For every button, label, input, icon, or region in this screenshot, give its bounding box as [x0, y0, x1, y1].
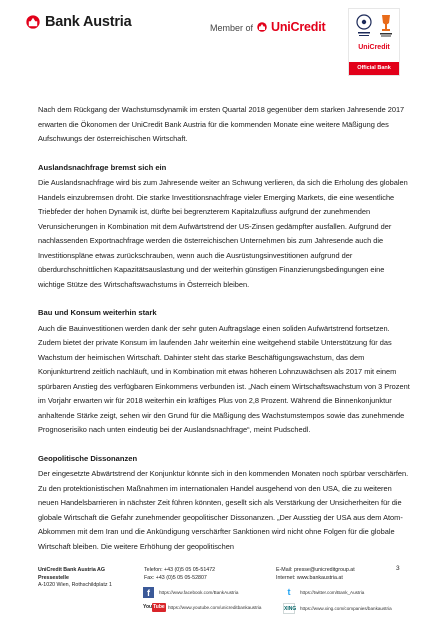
section-paragraph: Auch die Bauinvestitionen werden dank der sehr guten Auftragslage einen soliden Aufwärtstrend fortsetzen. Zudem bietet der private Konsum im laufenden Jahr weiterhin eine weitgehend stabile Unterstützung für das Wachstum der heimischen Wirtschaft. Dahinter steht das starke Beschäftigungswachstum, das dem Konjunkturtrend zeitlich nachläuft, und in Kombination mit etwas höheren Lohnzuwächsen als 2017 mit einem spürbaren Anstieg des verfügbaren Einkommens verbunden ist. „Nach einem Wirtschaftswachstum von 3 Prozent im Vorjahr erwarten wir für 2018 weiterhin ein kräftiges Plus von 2,8 Prozent. Während die Binnenkonjunktur anhaltende Stärke zeigt, sehen wir den Grund für die Mäßigung des Wachstumstempos sowie das zunehmende Prognoserisiko nach unten eindeutig bei der Auslandsnachfrage“, meint Pudschedl.	[38, 323, 410, 434]
champions-league-logo-icon	[355, 13, 373, 37]
youtube-icon	[143, 603, 163, 612]
badge-official-bank-label: Official Bank	[349, 62, 399, 75]
section-heading: Geopolitische Dissonanzen	[38, 453, 138, 463]
footer-address-block	[38, 567, 112, 590]
footer-phone-block	[144, 567, 215, 582]
unicredit-logo-icon	[26, 15, 40, 29]
facebook-icon: f	[143, 587, 154, 598]
footer-phone: Telefon: +43 (0)5 05 05-51472	[144, 567, 216, 573]
social-links	[143, 587, 403, 621]
youtube-icon-you: You	[143, 604, 153, 610]
facebook-link[interactable]	[143, 587, 238, 598]
footer-department: Pressestelle	[38, 574, 69, 581]
member-of-unicredit	[210, 20, 325, 34]
footer-email[interactable]: E-Mail: presse@unicreditgroup.at	[276, 567, 355, 573]
intro-paragraph: Nach dem Rückgang der Wachstumsdynamik im ersten Quartal 2018 gegenüber dem starken Jahresende 2017 erwarten die Ökonomen der UniCredit Bank Austria für die kommenden Monate eine weitere Mäßigung des Aufschwungs der österreichischen Wirtschaft.	[38, 105, 405, 143]
europa-league-logo-icon	[377, 13, 395, 37]
badge-unicredit: UniCredit	[358, 44, 390, 51]
footer-fax: Fax: +43 (0)5 05 05-52807	[144, 574, 207, 581]
page-header	[0, 0, 441, 80]
page-number: 3	[396, 565, 400, 572]
section-heading: Bau und Konsum weiterhin stark	[38, 308, 157, 317]
section-heading: Auslandsnachfrage bremst sich ein	[38, 162, 167, 172]
press-release-body	[38, 103, 410, 568]
twitter-link[interactable]	[283, 587, 364, 598]
twitter-icon: t	[283, 587, 295, 598]
bank-name: Bank Austria	[45, 14, 132, 30]
xing-url[interactable]: https://www.xing.com/companies/bankaustria	[300, 606, 392, 611]
member-of-label: Member of	[210, 23, 254, 33]
xing-icon: XING	[283, 603, 295, 614]
section-paragraph: Die Auslandsnachfrage wird bis zum Jahresende weiter an Schwung verlieren, da sich die Erholung des globalen Handels einzubremsen droht. Die starke Investitionsnachfrage vieler Emerging Markets, die eine wesentliche Triebfeder der hohen Dynamik ist, dürfte bei begrenzterem Kapitalzufluss aufgrund der zunehmenden Verunsicherungen in Kombination mit dem Aufwärtstrend der US-Zinsen gedämpfter ausfallen. Aufgrund der nachlassenden Exportnachfrage werden die österreichischen Unternehmen bis zum Jahresende auch die Investitionspläne etwas zurückschrauben, wenn auch die Ausrüstungsinvestitionen aufgrund der überdurchschnittlichen Kapazitätsauslastung und der weiterhin günstigen Finanzierungsbedingungen eine wichtige Stütze des Wirtschaftswachstums in Österreich bleiben.	[38, 178, 408, 289]
xing-link[interactable]	[283, 603, 392, 614]
footer-internet[interactable]: Internet: www.bankaustria.at	[276, 574, 343, 581]
unicredit-small-logo-icon	[257, 22, 267, 32]
youtube-icon-tube: Tube	[153, 604, 165, 610]
footer-address: A-1020 Wien, Rothschildplatz 1	[38, 582, 112, 589]
facebook-url[interactable]: https://www.facebook.com/BankAustria	[159, 590, 239, 595]
twitter-url[interactable]: https://twitter.com/Bank_Austria	[300, 590, 365, 595]
official-bank-badge	[348, 8, 400, 76]
youtube-url[interactable]: https://www.youtube.com/unicreditbankaustria	[168, 605, 262, 610]
unicredit-name: UniCredit	[271, 20, 326, 34]
section-paragraph: Der eingesetzte Abwärtstrend der Konjunktur könnte sich in den kommenden Monaten noch spürbar verschärfen. Zu den protektionistischen Maßnahmen im internationalen Handel ausgehend von den USA, die zu weiteren neuen Handelsbarrieren in nächster Zeit führen könnten, gesellt sich als Verstärkung der Unsicherheiten für die globale Wirtschaft die Gefahr zunehmender geopolitischer Dissonanzen. „Der Ausstieg der USA aus dem Atom-Abkommen mit dem Iran und die Ankündigung verschärfter Sanktionen wird nicht ohne Folgen für die globale Wirtschaft bleiben. Die weitere Erhöhung der geopolitischen	[38, 469, 409, 551]
footer-company: UniCredit Bank Austria AG	[38, 567, 106, 573]
bank-austria-logo	[26, 14, 132, 30]
footer-contact-block	[276, 567, 355, 582]
youtube-link[interactable]	[143, 603, 261, 612]
competition-logos	[355, 13, 395, 37]
